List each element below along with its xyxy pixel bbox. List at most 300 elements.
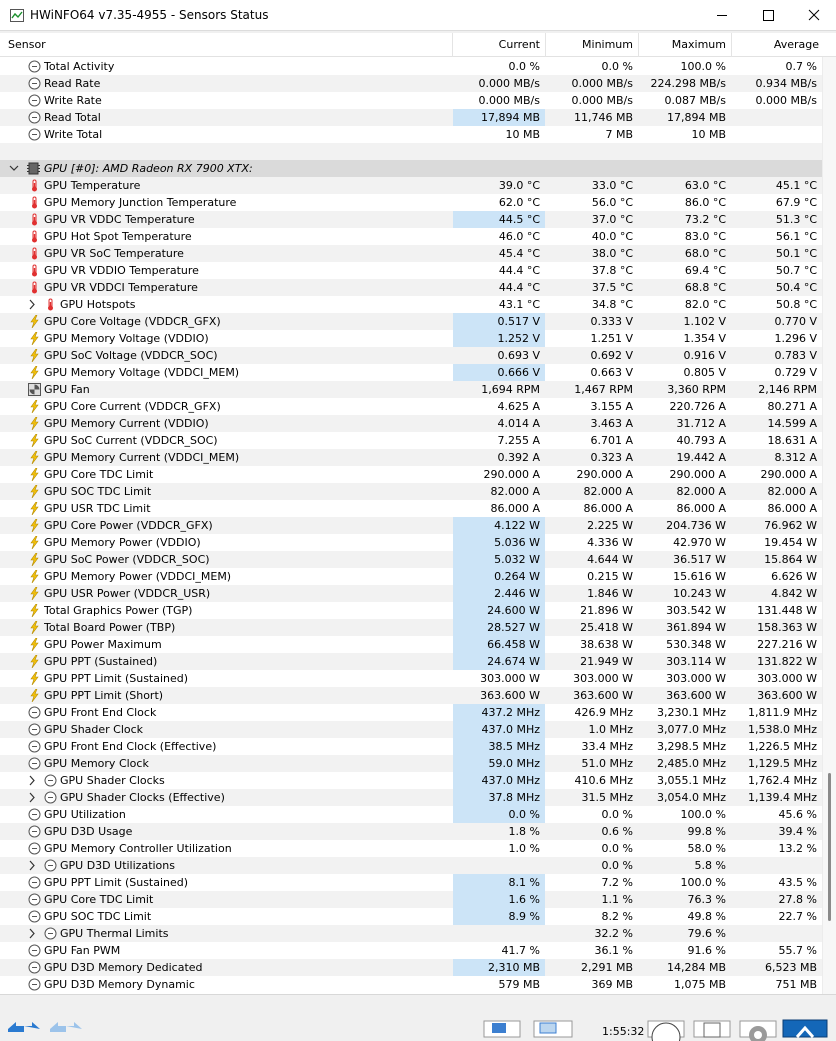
value-maximum: 5.8 %	[694, 859, 726, 872]
sensor-row[interactable]	[0, 466, 822, 483]
value-maximum: 76.3 %	[687, 893, 726, 906]
sensor-row[interactable]	[0, 874, 822, 891]
sensor-row[interactable]	[0, 75, 822, 92]
header-sensor[interactable]: Sensor	[8, 38, 46, 51]
sensor-label: Total Graphics Power (TGP)	[44, 604, 193, 617]
vertical-scrollbar[interactable]	[822, 57, 836, 994]
value-maximum: 0.805 V	[683, 366, 726, 379]
value-maximum: 99.8 %	[687, 825, 726, 838]
value-average: 0.000 MB/s	[755, 94, 817, 107]
sensor-row[interactable]	[0, 891, 822, 908]
sensor-label	[44, 143, 452, 160]
sensor-row[interactable]	[0, 670, 822, 687]
value-maximum: 69.4 °C	[684, 264, 726, 277]
sensor-row[interactable]	[0, 687, 822, 704]
value-current: 1,694 RPM	[481, 383, 540, 396]
value-average: 15.864 W	[764, 553, 817, 566]
value-minimum: 36.1 %	[594, 944, 633, 957]
sensor-label: GPU Core TDC Limit	[44, 893, 154, 906]
value-current: 303.000 W	[480, 672, 540, 685]
sensor-row[interactable]	[0, 262, 822, 279]
header-current[interactable]: Current	[498, 38, 540, 51]
thermometer-icon	[44, 298, 57, 311]
value-minimum: 1.1 %	[601, 893, 633, 906]
value-maximum: 86.0 °C	[684, 196, 726, 209]
sensor-row[interactable]	[0, 636, 822, 653]
value-minimum	[546, 143, 638, 160]
value-maximum: 3,055.1 MHz	[656, 774, 726, 787]
sensor-row[interactable]	[0, 228, 822, 245]
circle-icon	[28, 842, 41, 855]
sensor-row[interactable]	[0, 296, 822, 313]
value-current: 4.625 A	[497, 400, 540, 413]
sensor-label: GPU Hotspots	[60, 298, 136, 311]
value-minimum: 410.6 MHz	[574, 774, 633, 787]
value-average: 0.7 %	[785, 60, 817, 73]
sensor-row[interactable]	[0, 925, 822, 942]
value-maximum	[639, 143, 731, 160]
settings-gear-icon[interactable]	[738, 1019, 778, 1041]
sensor-label: GPU Front End Clock (Effective)	[44, 740, 217, 753]
sensor-row[interactable]	[0, 602, 822, 619]
value-average: 1,538.0 MHz	[747, 723, 817, 736]
value-current: 0.0 %	[453, 806, 545, 823]
sensor-row[interactable]	[0, 279, 822, 296]
sensor-row[interactable]	[0, 330, 822, 347]
sensor-label: Total Board Power (TBP)	[44, 621, 176, 634]
value-average: 14.599 A	[767, 417, 817, 430]
value-current: 28.527 W	[453, 619, 545, 636]
sensor-row[interactable]	[0, 823, 822, 840]
value-current: 66.458 W	[453, 636, 545, 653]
circle-icon	[28, 706, 41, 719]
sensor-label: GPU SoC Power (VDDCR_SOC)	[44, 553, 210, 566]
value-maximum: 100.0 %	[680, 876, 726, 889]
circle-icon	[28, 944, 41, 957]
value-maximum: 10 MB	[691, 128, 726, 141]
value-average: 76.962 W	[764, 519, 817, 532]
value-minimum	[546, 160, 638, 177]
value-maximum: 100.0 %	[680, 60, 726, 73]
value-current: 44.5 °C	[453, 211, 545, 228]
lightning-icon	[28, 621, 41, 634]
window-title: HWiNFO64 v7.35-4955 - Sensors Status	[30, 8, 269, 22]
value-average: 751 MB	[775, 978, 817, 991]
value-maximum: 530.348 W	[666, 638, 726, 651]
value-current	[453, 925, 545, 942]
navigate-forward-icon[interactable]	[48, 1019, 84, 1041]
sensor-label: GPU SOC TDC Limit	[44, 910, 152, 923]
value-average: 290.000 A	[760, 468, 817, 481]
sensor-row[interactable]	[0, 738, 822, 755]
value-maximum: 0.916 V	[683, 349, 726, 362]
value-average: 45.1 °C	[775, 179, 817, 192]
value-maximum: 3,360 RPM	[667, 383, 726, 396]
value-average: 43.5 %	[778, 876, 817, 889]
sensor-label: GPU SoC Voltage (VDDCR_SOC)	[44, 349, 218, 362]
value-maximum: 224.298 MB/s	[650, 77, 726, 90]
value-minimum: 0.333 V	[590, 315, 633, 328]
sensor-row[interactable]	[0, 126, 822, 143]
sensor-label: GPU Fan	[44, 383, 90, 396]
value-current: 38.5 MHz	[453, 738, 545, 755]
sensor-row[interactable]	[0, 58, 822, 75]
navigate-back-icon[interactable]	[6, 1019, 42, 1041]
lightning-icon	[28, 502, 41, 515]
sensor-group-row[interactable]	[0, 160, 822, 177]
value-average: 0.783 V	[774, 349, 817, 362]
value-maximum: 0.087 MB/s	[664, 94, 726, 107]
circle-icon	[28, 111, 41, 124]
thermometer-icon	[28, 179, 41, 192]
circle-icon	[44, 927, 57, 940]
value-current: 37.8 MHz	[453, 789, 545, 806]
sensor-label: GPU D3D Memory Dynamic	[44, 978, 195, 991]
report-icon[interactable]	[692, 1019, 732, 1041]
sensor-label: GPU USR Power (VDDCR_USR)	[44, 587, 211, 600]
value-maximum: 15.616 W	[673, 570, 726, 583]
column-header	[0, 33, 836, 57]
lightning-icon	[28, 672, 41, 685]
collapse-chevron-icon[interactable]	[9, 163, 19, 174]
value-maximum: 220.726 A	[669, 400, 726, 413]
elapsed-time: 1:55:32	[602, 1025, 645, 1038]
value-current: 24.600 W	[453, 602, 545, 619]
value-maximum: 1.354 V	[683, 332, 726, 345]
value-maximum: 36.517 W	[673, 553, 726, 566]
network-icon[interactable]	[482, 1019, 522, 1041]
sensor-row[interactable]	[0, 619, 822, 636]
value-current: 86.000 A	[490, 502, 540, 515]
value-minimum: 37.0 °C	[591, 213, 633, 226]
value-minimum: 33.4 MHz	[581, 740, 633, 753]
sensor-row[interactable]	[0, 211, 822, 228]
value-average: 6,523 MB	[764, 961, 817, 974]
thermometer-icon	[28, 281, 41, 294]
value-average: 22.7 %	[778, 910, 817, 923]
thermometer-icon	[28, 230, 41, 243]
value-minimum: 56.0 °C	[591, 196, 633, 209]
sensor-label: Read Rate	[44, 77, 101, 90]
value-average	[732, 857, 822, 874]
expand-chevron-icon[interactable]	[27, 775, 37, 786]
value-minimum: 290.000 A	[576, 468, 633, 481]
value-current: 46.0 °C	[498, 230, 540, 243]
value-average	[732, 925, 822, 942]
value-maximum: 73.2 °C	[684, 213, 726, 226]
maximize-icon	[745, 0, 791, 31]
maximize-button[interactable]	[745, 0, 791, 31]
value-average: 303.000 W	[757, 672, 817, 685]
value-minimum: 21.949 W	[580, 655, 633, 668]
sensor-label: Total Activity	[44, 60, 115, 73]
close-sensors-icon[interactable]	[782, 1019, 828, 1041]
sensor-row[interactable]	[0, 398, 822, 415]
value-current: 62.0 °C	[498, 196, 540, 209]
value-current: 0.0 %	[508, 60, 540, 73]
sensor-row[interactable]	[0, 415, 822, 432]
lightning-icon	[28, 434, 41, 447]
sensor-row[interactable]	[0, 840, 822, 857]
value-current: 1.6 %	[453, 891, 545, 908]
title-bar	[0, 0, 836, 31]
sensor-row[interactable]	[0, 534, 822, 551]
value-maximum: 3,298.5 MHz	[656, 740, 726, 753]
chip-icon	[27, 162, 40, 175]
sensor-row[interactable]	[0, 959, 822, 976]
value-average: 39.4 %	[778, 825, 817, 838]
sensor-label: GPU Fan PWM	[44, 944, 121, 957]
lightning-icon	[28, 366, 41, 379]
sensor-row[interactable]	[0, 976, 822, 993]
value-current: 41.7 %	[501, 944, 540, 957]
value-minimum: 426.9 MHz	[574, 706, 633, 719]
value-current	[453, 143, 545, 160]
sensor-label: GPU Memory Controller Utilization	[44, 842, 232, 855]
minimize-button[interactable]	[699, 0, 745, 31]
value-current: 437.2 MHz	[453, 704, 545, 721]
value-minimum: 363.600 W	[573, 689, 633, 702]
header-minimum[interactable]: Minimum	[582, 38, 633, 51]
value-maximum: 361.894 W	[666, 621, 726, 634]
value-minimum: 0.692 V	[590, 349, 633, 362]
sensor-row[interactable]	[0, 568, 822, 585]
value-average: 50.7 °C	[775, 264, 817, 277]
sensor-row[interactable]	[0, 92, 822, 109]
value-average: 363.600 W	[757, 689, 817, 702]
sensor-label: GPU Shader Clock	[44, 723, 144, 736]
value-maximum: 79.6 %	[687, 927, 726, 940]
lightning-icon	[28, 553, 41, 566]
sensor-row[interactable]	[0, 551, 822, 568]
close-icon	[791, 0, 836, 31]
close-button[interactable]	[791, 0, 836, 31]
value-average: 0.770 V	[774, 315, 817, 328]
sensor-label: GPU Memory Clock	[44, 757, 149, 770]
expand-chevron-icon[interactable]	[27, 928, 37, 939]
value-maximum: 42.970 W	[673, 536, 726, 549]
value-current: 59.0 MHz	[453, 755, 545, 772]
sensor-row[interactable]	[0, 772, 822, 789]
lightning-icon	[28, 604, 41, 617]
value-minimum: 0.323 A	[590, 451, 633, 464]
value-minimum: 40.0 °C	[591, 230, 633, 243]
value-maximum: 49.8 %	[687, 910, 726, 923]
value-average: 131.448 W	[757, 604, 817, 617]
app-icon	[10, 9, 24, 22]
value-current: 44.4 °C	[498, 281, 540, 294]
value-maximum: 303.000 W	[666, 672, 726, 685]
value-current: 0.000 MB/s	[478, 94, 540, 107]
value-minimum: 0.0 %	[601, 842, 633, 855]
lightning-icon	[28, 332, 41, 345]
value-current: 2,310 MB	[453, 959, 545, 976]
sensor-label: GPU Front End Clock	[44, 706, 157, 719]
value-minimum: 1.251 V	[590, 332, 633, 345]
lightning-icon	[28, 587, 41, 600]
value-current	[453, 160, 545, 177]
value-maximum: 100.0 %	[680, 808, 726, 821]
value-average: 86.000 A	[767, 502, 817, 515]
value-maximum	[639, 160, 731, 177]
value-average: 18.631 A	[767, 434, 817, 447]
sensor-row[interactable]	[0, 109, 822, 126]
value-current: 4.014 A	[497, 417, 540, 430]
value-minimum: 6.701 A	[590, 434, 633, 447]
value-current	[453, 857, 545, 874]
sensor-label: GPU VR VDDC Temperature	[44, 213, 195, 226]
sensor-label: GPU Shader Clocks	[60, 774, 165, 787]
sensor-row[interactable]	[0, 500, 822, 517]
value-minimum: 8.2 %	[601, 910, 633, 923]
value-maximum: 3,230.1 MHz	[656, 706, 726, 719]
value-maximum: 290.000 A	[669, 468, 726, 481]
scrollbar-thumb[interactable]	[828, 773, 831, 921]
value-maximum: 91.6 %	[687, 944, 726, 957]
circle-icon	[28, 893, 41, 906]
value-maximum: 10.243 W	[673, 587, 726, 600]
value-minimum: 1.846 W	[587, 587, 633, 600]
value-maximum: 17,894 MB	[666, 111, 726, 124]
sensor-row[interactable]	[0, 364, 822, 381]
circle-icon	[28, 757, 41, 770]
circle-icon	[28, 825, 41, 838]
value-minimum: 0.0 %	[601, 808, 633, 821]
sensor-row[interactable]	[0, 908, 822, 925]
value-maximum: 63.0 °C	[684, 179, 726, 192]
sensor-label: GPU Core TDC Limit	[44, 468, 154, 481]
clock-icon[interactable]	[646, 1019, 686, 1041]
value-maximum: 68.8 °C	[684, 281, 726, 294]
sensor-row[interactable]	[0, 755, 822, 772]
value-maximum: 68.0 °C	[684, 247, 726, 260]
sensor-label: GPU Memory Junction Temperature	[44, 196, 237, 209]
sensor-row[interactable]	[0, 194, 822, 211]
sensor-row[interactable]	[0, 177, 822, 194]
sensor-row[interactable]	[0, 143, 822, 160]
sensor-row[interactable]	[0, 653, 822, 670]
value-average: 8.312 A	[774, 451, 817, 464]
lightning-icon	[28, 349, 41, 362]
header-average[interactable]: Average	[773, 38, 819, 51]
sensor-label: GPU Hot Spot Temperature	[44, 230, 192, 243]
expand-chevron-icon[interactable]	[27, 299, 37, 310]
value-minimum: 37.5 °C	[591, 281, 633, 294]
value-current: 290.000 A	[483, 468, 540, 481]
value-maximum: 204.736 W	[666, 519, 726, 532]
sensor-label: GPU Power Maximum	[44, 638, 162, 651]
sensor-table[interactable]	[0, 57, 822, 994]
sensor-label: GPU PPT Limit (Sustained)	[44, 672, 189, 685]
lightning-icon	[28, 519, 41, 532]
sensor-row[interactable]	[0, 517, 822, 534]
value-current: 437.0 MHz	[453, 772, 545, 789]
sensor-row[interactable]	[0, 721, 822, 738]
value-maximum: 86.000 A	[676, 502, 726, 515]
sensor-row[interactable]	[0, 806, 822, 823]
sensor-label: GPU Utilization	[44, 808, 126, 821]
sensor-label: GPU Core Current (VDDCR_GFX)	[44, 400, 221, 413]
value-average: 1,139.4 MHz	[747, 791, 817, 804]
sensor-label: GPU PPT Limit (Short)	[44, 689, 164, 702]
sensor-label: GPU Core Power (VDDCR_GFX)	[44, 519, 213, 532]
value-maximum: 83.0 °C	[684, 230, 726, 243]
value-minimum: 38.0 °C	[591, 247, 633, 260]
sensor-row[interactable]	[0, 245, 822, 262]
thermometer-icon	[28, 264, 41, 277]
value-minimum: 303.000 W	[573, 672, 633, 685]
value-average	[732, 143, 822, 160]
bottom-toolbar	[0, 994, 836, 1036]
sensor-row[interactable]	[0, 942, 822, 959]
lightning-icon	[28, 536, 41, 549]
value-average: 0.729 V	[774, 366, 817, 379]
value-current: 0.392 A	[497, 451, 540, 464]
circle-icon	[28, 94, 41, 107]
sensor-row[interactable]	[0, 857, 822, 874]
circle-icon	[28, 910, 41, 923]
value-average: 67.9 °C	[775, 196, 817, 209]
circle-icon	[28, 60, 41, 73]
expand-chevron-icon[interactable]	[27, 792, 37, 803]
value-current: 579 MB	[498, 978, 540, 991]
expand-chevron-icon[interactable]	[27, 860, 37, 871]
sensor-row[interactable]	[0, 347, 822, 364]
sensor-row[interactable]	[0, 704, 822, 721]
sensor-row[interactable]	[0, 313, 822, 330]
value-minimum: 1.0 MHz	[588, 723, 633, 736]
value-current: 7.255 A	[497, 434, 540, 447]
sensor-row[interactable]	[0, 432, 822, 449]
sensor-row[interactable]	[0, 381, 822, 398]
value-minimum: 38.638 W	[580, 638, 633, 651]
value-maximum: 58.0 %	[687, 842, 726, 855]
sensor-row[interactable]	[0, 585, 822, 602]
value-minimum: 25.418 W	[580, 621, 633, 634]
sensor-row[interactable]	[0, 483, 822, 500]
value-minimum: 32.2 %	[594, 927, 633, 940]
value-minimum: 7.2 %	[601, 876, 633, 889]
value-maximum: 1.102 V	[683, 315, 726, 328]
value-current: 0.666 V	[453, 364, 545, 381]
sensor-label: GPU Memory Current (VDDIO)	[44, 417, 209, 430]
value-minimum: 4.336 W	[587, 536, 633, 549]
value-average	[732, 126, 822, 143]
sensor-label: GPU Shader Clocks (Effective)	[60, 791, 225, 804]
value-maximum: 363.600 W	[666, 689, 726, 702]
sensor-label: GPU Temperature	[44, 179, 141, 192]
sensor-label: GPU Thermal Limits	[60, 927, 169, 940]
sensor-label: GPU D3D Memory Dedicated	[44, 961, 203, 974]
value-current: 1.8 %	[508, 825, 540, 838]
sensor-row[interactable]	[0, 449, 822, 466]
lightning-icon	[28, 689, 41, 702]
value-current: 10 MB	[505, 128, 540, 141]
header-maximum[interactable]: Maximum	[671, 38, 726, 51]
value-minimum: 7 MB	[605, 128, 633, 141]
lightning-icon	[28, 468, 41, 481]
value-maximum: 3,054.0 MHz	[656, 791, 726, 804]
value-minimum: 34.8 °C	[591, 298, 633, 311]
sensor-row[interactable]	[0, 789, 822, 806]
value-average: 1,129.5 MHz	[747, 757, 817, 770]
value-average: 131.822 W	[757, 655, 817, 668]
monitor-icon[interactable]	[532, 1019, 574, 1041]
value-current: 0.264 W	[453, 568, 545, 585]
value-average: 227.216 W	[757, 638, 817, 651]
value-maximum: 19.442 A	[676, 451, 726, 464]
value-current: 43.1 °C	[498, 298, 540, 311]
